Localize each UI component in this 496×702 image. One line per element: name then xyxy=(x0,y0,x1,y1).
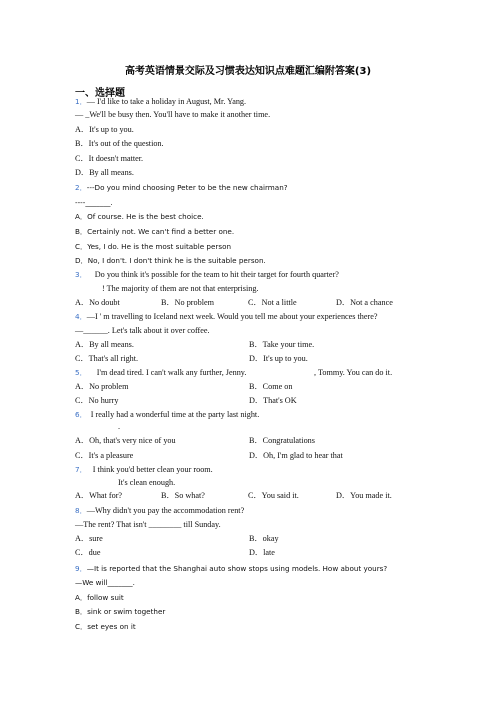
option-d: D．That's OK xyxy=(249,396,297,405)
option-c: C．Yes, I do. He is the most suitable person xyxy=(75,242,232,251)
option-a: A．What for? xyxy=(75,491,123,500)
option-a: A．follow suit xyxy=(75,593,124,602)
option-b: B．So what? xyxy=(161,491,205,500)
question-stem: — I'd like to take a holiday in August, Mr. Yang. xyxy=(86,97,247,106)
question-stem: ---Do you mind choosing Peter to be the new chairman? xyxy=(86,183,288,192)
page-title: 高考英语情景交际及习惯表达知识点难题汇编附答案(3) xyxy=(124,66,372,77)
question-number: 3． xyxy=(75,270,87,279)
question-stem-part-1: I'm dead tired. I can't walk any further, Jenny. xyxy=(96,368,247,377)
question-number: 9． xyxy=(75,564,87,573)
question-number: 5． xyxy=(75,368,87,377)
option-d: D．You made it. xyxy=(336,491,392,500)
question-2 xyxy=(75,182,288,193)
option-b: B．sink or swim together xyxy=(75,607,166,616)
option-a: A．No problem xyxy=(75,382,129,391)
question-stem: I really had a wonderful time at the party last night. xyxy=(90,410,260,419)
question-4-line-2: —______. Let's talk about it over coffee. xyxy=(75,326,210,335)
question-stem: —It is reported that the Shanghai auto show stops using models. How about yours? xyxy=(86,564,388,573)
question-4 xyxy=(75,311,378,322)
option-b: B．okay xyxy=(249,534,279,543)
option-d: D．Oh, I'm glad to hear that xyxy=(249,451,343,460)
option-c: C．set eyes on it xyxy=(75,622,136,631)
option-c: C．Not a little xyxy=(248,298,297,307)
question-7 xyxy=(75,464,213,475)
question-9 xyxy=(75,563,387,574)
option-d: D．No, I don't. I don't think he is the suitable person. xyxy=(75,256,266,265)
question-6 xyxy=(75,409,259,420)
option-b: B．No problem xyxy=(161,298,214,307)
question-1-line-2: — _We'll be busy then. You'll have to make it another time. xyxy=(75,110,271,119)
question-2-line-2: ----_______. xyxy=(75,198,113,207)
option-c: C．due xyxy=(75,548,101,557)
option-a: A．It's up to you. xyxy=(75,125,134,134)
question-8-line-2: —The rent? That isn't ________ till Sunday. xyxy=(75,520,221,529)
option-d: D．It's up to you. xyxy=(249,354,308,363)
option-a: A．Oh, that's very nice of you xyxy=(75,436,176,445)
question-9-line-2: —We will_______. xyxy=(75,578,135,587)
option-a: A．No doubt xyxy=(75,298,120,307)
question-number: 2． xyxy=(75,183,87,192)
option-b: B．It's out of the question. xyxy=(75,139,164,148)
question-stem: Do you think it's possible for the team to hit their target for fourth quarter? xyxy=(94,270,339,279)
option-a: A．sure xyxy=(75,534,103,543)
question-1 xyxy=(75,96,246,107)
question-stem: —Why didn't you pay the accommodation rent? xyxy=(86,506,245,515)
option-b: B．Congratulations xyxy=(249,436,315,445)
question-number: 8． xyxy=(75,506,87,515)
question-5 xyxy=(75,367,246,378)
option-d: D．late xyxy=(249,548,275,557)
question-number: 6． xyxy=(75,410,87,419)
option-c: C．You said it. xyxy=(248,491,299,500)
section-heading: 一、选择题 xyxy=(75,88,125,99)
option-c: C．That's all right. xyxy=(75,354,139,363)
question-stem: I think you'd better clean your room. xyxy=(92,465,213,474)
question-stem-part-2: , Tommy. You can do it. xyxy=(314,368,393,377)
option-d: D．By all means. xyxy=(75,168,134,177)
option-c: C．It doesn't matter. xyxy=(75,154,144,163)
option-d: D．Not a chance xyxy=(336,298,393,307)
question-3-line-2: ! The majority of them are not that enterprising. xyxy=(102,284,259,293)
option-b: B．Certainly not. We can't find a better one. xyxy=(75,227,235,236)
question-stem: —I ' m travelling to Iceland next week. Would you tell me about your experiences there? xyxy=(86,312,378,321)
option-a: A．Of course. He is the best choice. xyxy=(75,212,204,221)
option-a: A．By all means. xyxy=(75,340,134,349)
question-number: 7． xyxy=(75,465,87,474)
question-6-line-2: . xyxy=(118,422,121,431)
question-7-line-2: It's clean enough. xyxy=(118,478,176,487)
option-b: B．Take your time. xyxy=(249,340,315,349)
question-number: 1． xyxy=(75,97,87,106)
option-b: B．Come on xyxy=(249,382,293,391)
question-number: 4． xyxy=(75,312,87,321)
question-3 xyxy=(75,269,339,280)
question-8 xyxy=(75,505,244,516)
option-c: C．No hurry xyxy=(75,396,119,405)
option-c: C．It's a pleasure xyxy=(75,451,134,460)
